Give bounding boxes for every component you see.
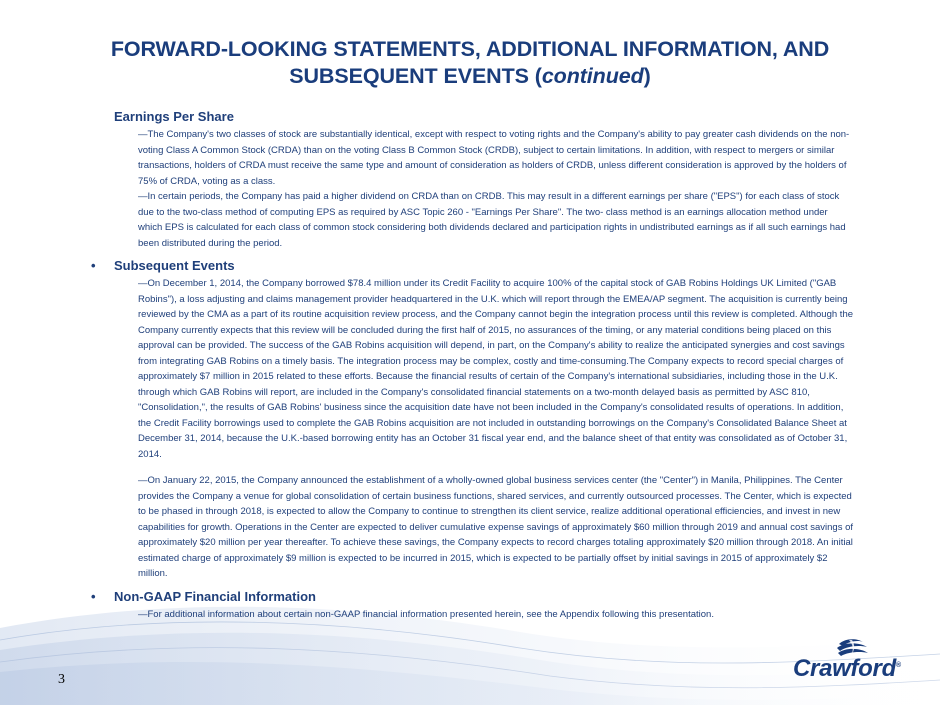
heading-non-gaap-text: Non-GAAP Financial Information <box>114 588 316 604</box>
logo-wordmark: Crawford <box>793 655 896 682</box>
section-subsequent-events <box>91 257 854 582</box>
bullet-icon: • <box>91 258 96 273</box>
eps-paragraph-1: —The Company's two classes of stock are substantially identical, except with respect to voting rights and the Company's ability to pay greater cash dividends on the non-voting Class A Common Stock (CRDA) than on the voting Class B Common Stock (CRDB), subject to certain limitations. In addition, with respect to mergers or similar transactions, holders of CRDA must receive the same type and amount of consideration as holders of CRDB, unless different consideration is approved by the holders of 75% of CRDA, voting as a class. <box>138 129 850 187</box>
subsequent-paragraph-1: —On December 1, 2014, the Company borrowed $78.4 million under its Credit Facility to acquire 100% of the capital stock of GAB Robins Holdings UK Limited ("GAB Robins"), a loss adjusting and claims management provider headquartered in the U.K. which will report through the EMEA/AP segment. The acquisition is currently being reviewed by the CMA as a part of its routine acquisition review process, and the Company cannot begin the integration process until this review is completed. Although the Company currently expects that this review will be concluded during the first half of 2015, no assurances of the timing, or any material conditions being placed on this approval can be provided. The success of the GAB Robins acquisition will depend, in part, on the Company's ability to realize the anticipated synergies and cost savings from integrating GAB Robins on a timely basis. The integration process may be complex, costly and time-consuming.The Company expects to record special charges of approximately $7 million in 2015 related to these efforts. Because the financial results of certain of the Company's international subsidiaries, including those in the U.K. through which GAB Robins will report, are included in the Company's consolidated financial statements on a two-month delayed basis as permitted by ASC 810, "Consolidation,", the results of GAB Robins' business since the acquisition date have not been included in the Company's consolidated results of operations. In addition, the Credit Facility borrowings used to complete the GAB Robins acquisition are not included in outstanding borrowings on the Company's Consolidated Balance Sheet at December 31, 2014, because the U.K.-based borrowing entity has an October 31 fiscal year end, and the balance sheet of that entity was consolidated as of October 31, 2014. <box>138 278 854 460</box>
section-earnings-per-share <box>114 108 854 251</box>
page-number: 3 <box>58 672 65 687</box>
page-title <box>60 36 880 90</box>
title-line-2-end: ) <box>643 64 651 88</box>
title-line-1: FORWARD-LOOKING STATEMENTS, ADDITIONAL INFORMATION, AND <box>110 37 830 61</box>
heading-non-gaap <box>91 588 854 605</box>
non-gaap-paragraph-1: —For additional information about certain non-GAAP financial information presented herein, see the Appendix following this presentation. <box>138 608 714 620</box>
logo-registered-mark: ® <box>895 662 901 669</box>
section-non-gaap <box>91 588 854 623</box>
content-body <box>91 108 854 628</box>
crawford-logo-text <box>793 655 901 683</box>
paragraph-gap <box>114 462 854 473</box>
title-line-2-start: SUBSEQUENT EVENTS ( <box>289 64 542 88</box>
title-continued: continued <box>541 64 644 88</box>
bullet-icon: • <box>91 588 96 604</box>
heading-subsequent-events-text: Subsequent Events <box>114 258 235 273</box>
heading-earnings-per-share: Earnings Per Share <box>114 109 234 124</box>
subsequent-paragraph-2: —On January 22, 2015, the Company announced the establishment of a wholly-owned global business services center (the "Center") in Manila, Philippines. The Center provides the Company a venue for global consolidation of certain business functions, shared services, and currently outsourced processes. The Center, which is expected to be phased in through 2018, is expected to allow the Company to continue to strengthen its client service, realize additional operational efficiencies, and invest in new capabilities for growth. Operations in the Center are expected to deliver cumulative expense savings of approximately $60 million through 2019 and annual cost savings of approximately $20 million per year thereafter. To achieve these savings, the Company expects to record charges totaling approximately $20 million through 2018. An initial estimated charge of approximately $9 million is expected to be incurred in 2015, which is expected to be partially offset by initial savings in 2015 of approximately $2 million. <box>138 475 854 579</box>
title-line-2 <box>60 63 880 90</box>
heading-subsequent-events <box>91 257 854 274</box>
eps-paragraph-2: —In certain periods, the Company has paid a higher dividend on CRDA than on CRDB. This may result in a different earnings per share ("EPS") for each class of stock due to the two-class method of computing EPS as required by ASC Topic 260 - "Earnings Per Share". The two- class method is an earnings allocation method under which EPS is calculated for each class of common stock considering both dividends declared and participation rights in undistributed earnings as if all such earnings had been distributed during the period. <box>138 191 846 249</box>
